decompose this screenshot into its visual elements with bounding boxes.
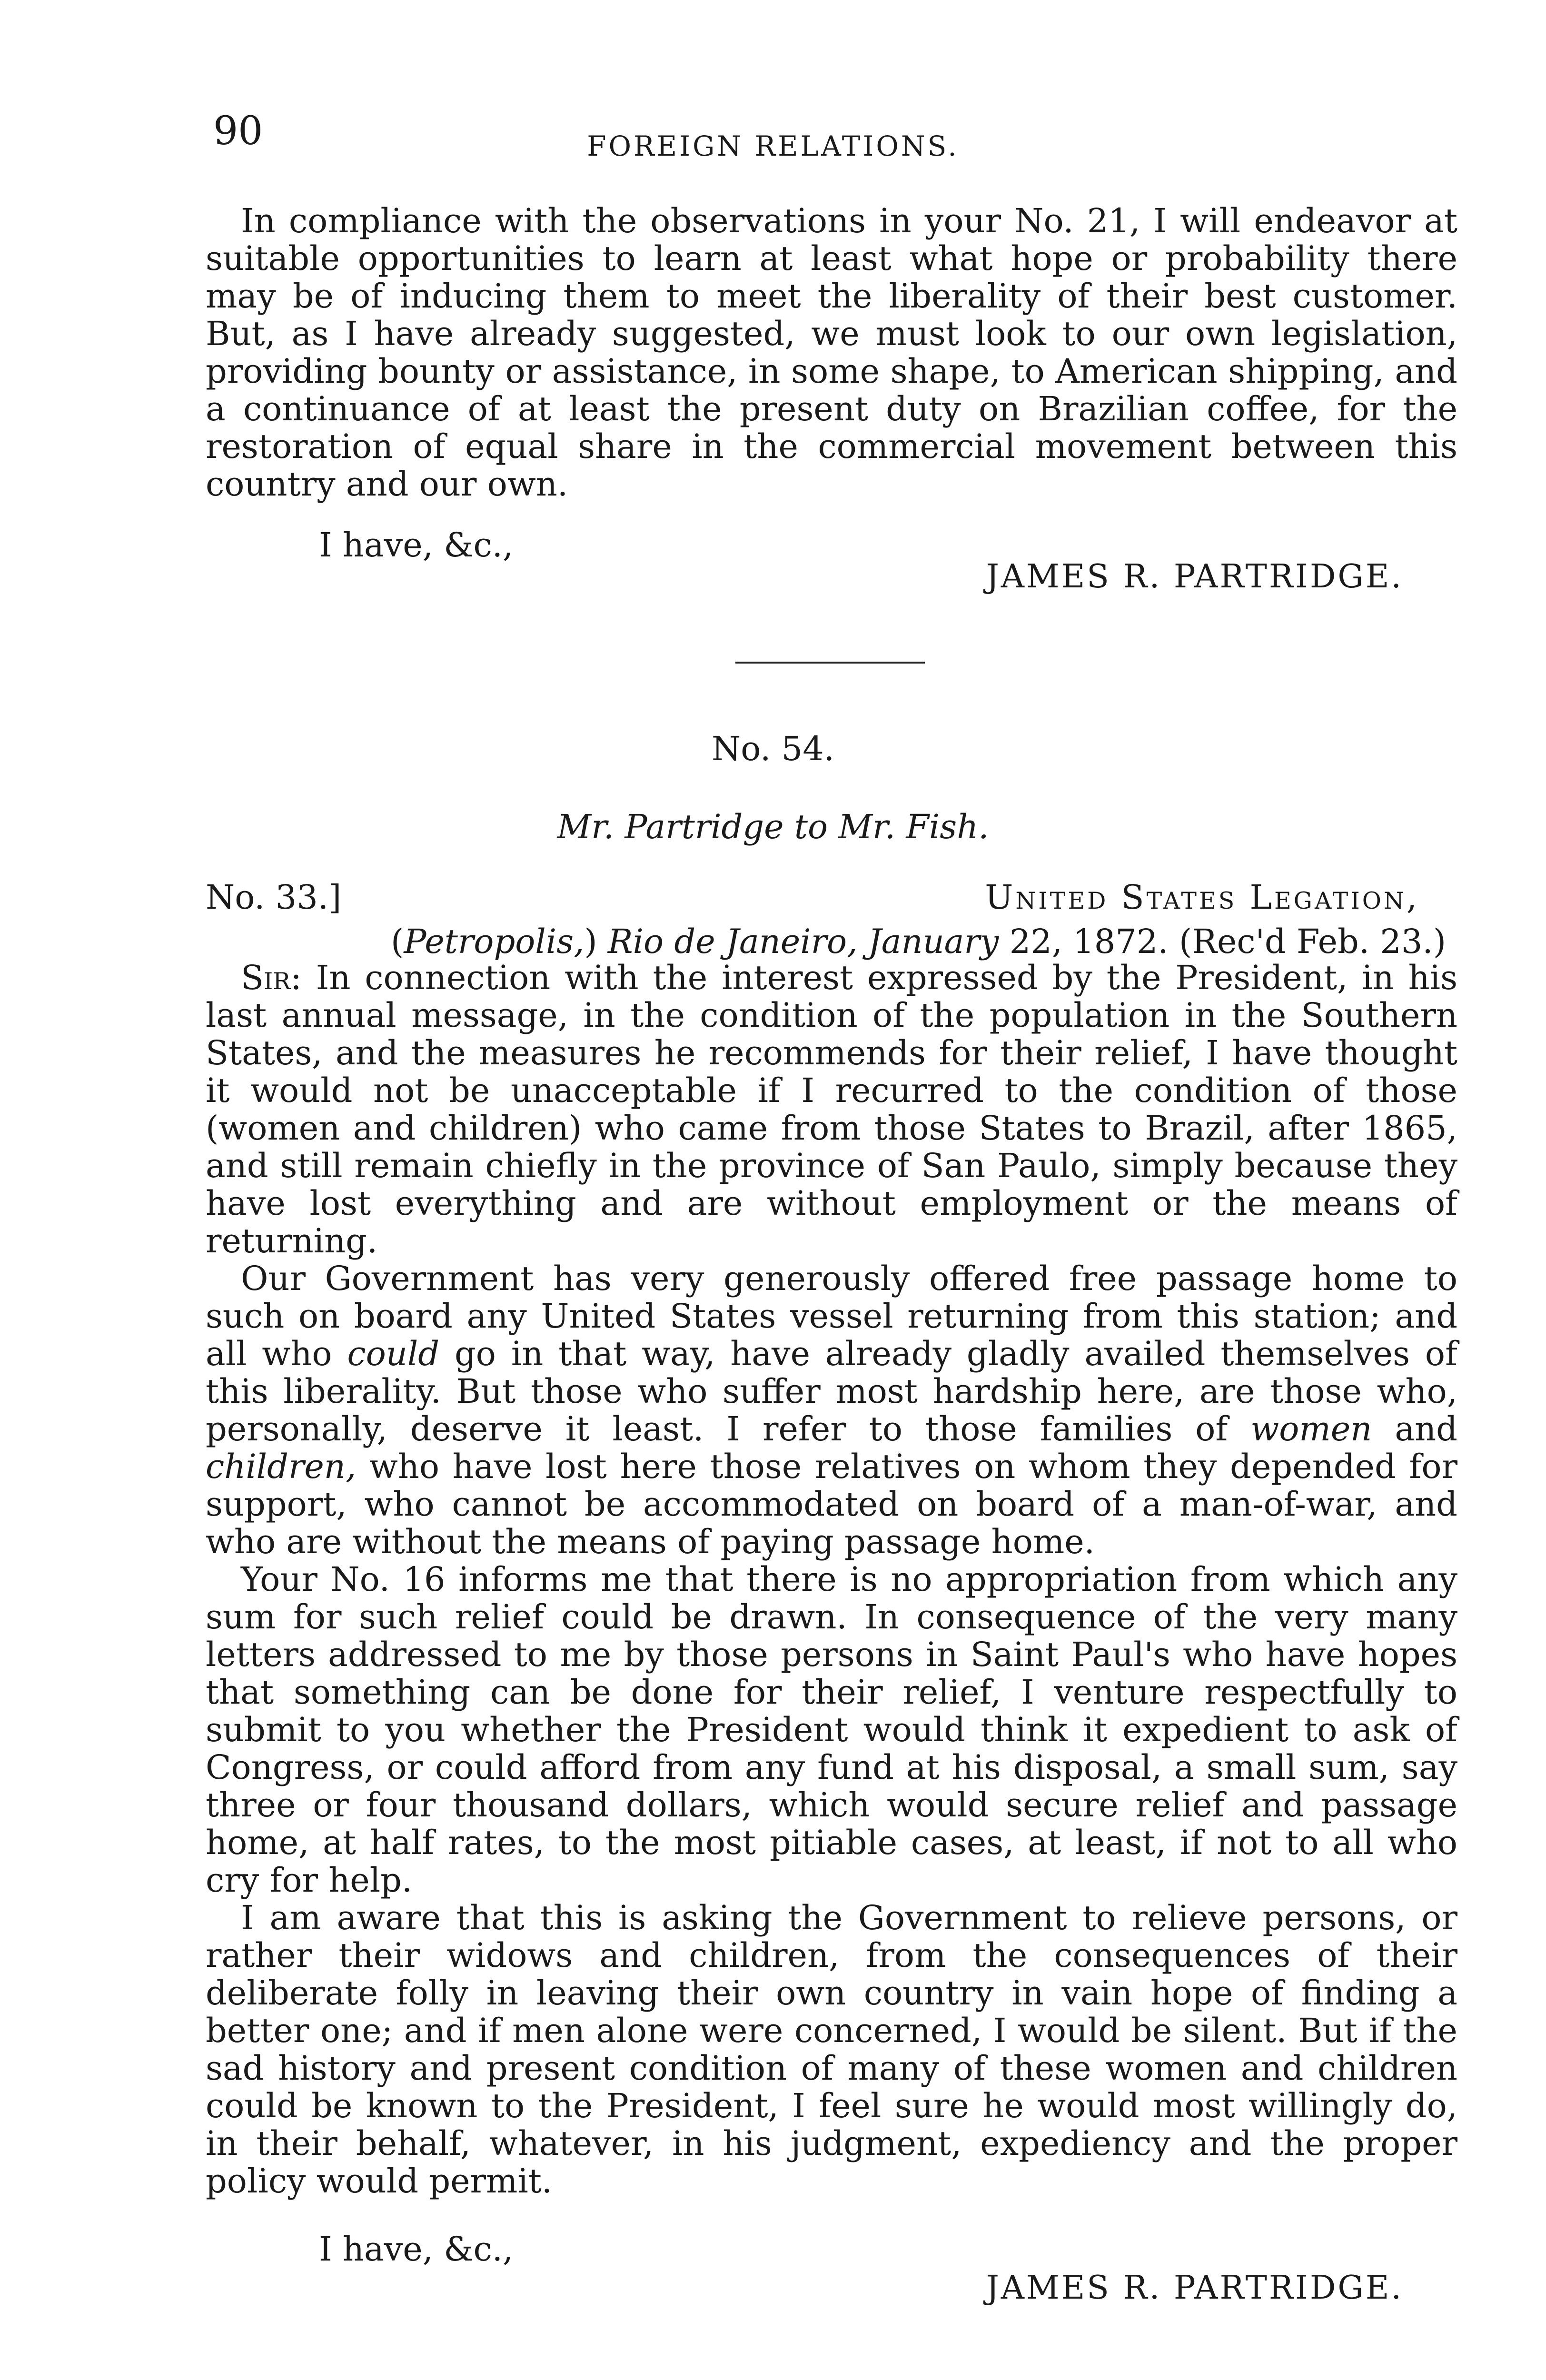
emphasis-children: children,: [206, 1447, 357, 1486]
dispatch-number: No. 33.]: [206, 878, 342, 917]
letter1-signature: JAMES R. PARTRIDGE.: [986, 558, 1403, 595]
letter2-paragraph-2-and: and: [1395, 1409, 1457, 1448]
running-head: FOREIGN RELATIONS.: [587, 130, 959, 162]
document-number: No. 54.: [712, 729, 834, 768]
page-number: 90: [213, 109, 263, 154]
letter1-paragraph: In compliance with the observations in your No. 21, I will endeavor at suitable opportunities to learn at least what hope or probability there may be of inducing them to meet the liberality of their best customer. But, as I have already suggested, we must look to our own legislation, providing bounty or assistance, in some shape, to American shipping, and a continuance of at least the present duty on Brazilian coffee, for the restoration of equal share in the commercial movement between this country and our own.: [206, 201, 1457, 504]
emphasis-could: could: [347, 1334, 440, 1373]
letter1-closing: I have, &c.,: [319, 526, 514, 565]
dateline-received: (Rec'd Feb. 23.): [1179, 922, 1446, 961]
emphasis-women: women: [1250, 1409, 1372, 1448]
letter2-paragraph-4: I am aware that this is asking the Government to relieve persons, or rather their widows and children, from the consequences of their deliberate folly in leaving their own country in vain hope of finding a better one; and if men alone were concerned, I would be silent. But if the sad history and present condition of many of these women and children could be known to the President, I feel sure he would most willingly do, in their behalf, whatever, in his judgment, expediency and the proper policy would permit.: [206, 1898, 1457, 2201]
letter2-paragraph-2-part-c: who have lost here those relatives on whom they depended for support, who cannot be accommodated on board of a man-of-war, and who are without the means of paying passage home.: [206, 1447, 1457, 1561]
document-title: Mr. Partridge to Mr. Fish.: [557, 807, 989, 846]
dateline-city: Rio de Janeiro,: [607, 922, 858, 961]
letter2-paragraph-3: Your No. 16 informs me that there is no appropriation from which any sum for such relief could be drawn. In consequence of the very many letters addressed to me by those persons in Saint Paul's who have hopes that something can be done for their relief, I venture respectfully to submit to you whether the President would think it expedient to ask of Congress, or could afford from any fund at his disposal, a small sum, say three or four thousand dollars, which would secure relief and passage home, at half rates, to the most pitiable cases, at least, if not to all who cry for help.: [206, 1560, 1457, 1900]
letter2-paragraph-1-text: : In connection with the interest expressed by the President, in his last annual message, in the condition of the population in the Southern States, and the measures he recommends for their relief, I have thought it would not be unacceptable if I recurred to the condition of those (women and children) who came from those States to Brazil, after 1865, and still remain chiefly in the province of San Paulo, simply because they have lost everything and are without employment or the means of returning.: [206, 958, 1457, 1260]
letter2-closing: I have, &c.,: [319, 2230, 514, 2269]
letter2-paragraph-1: [206, 959, 1457, 1260]
dateline-date: 22, 1872.: [1009, 922, 1169, 961]
section-divider: [735, 662, 925, 664]
letter2-body: [206, 959, 1457, 2200]
dateline-month: January: [868, 922, 999, 961]
salutation: Sir: [241, 958, 291, 997]
legation-name: United States Legation,: [985, 878, 1419, 917]
dateline: (Petropolis,) Rio de Janeiro, January 22, 1872. (Rec'd Feb. 23.): [391, 922, 1446, 961]
dateline-place: Petropolis,: [404, 922, 585, 961]
letter2-paragraph-2: [206, 1260, 1457, 1561]
letter2-signature: JAMES R. PARTRIDGE.: [986, 2269, 1403, 2307]
letter1-body: [206, 202, 1457, 503]
letter2-paragraph-2-part-b: go in that way, have already gladly availed themselves of this liberality. But those who suffer most hardship here, are those who, personally, deserve it least. I refer to those families of: [206, 1334, 1457, 1448]
letter2-paragraph-2-part-a: Our Government has very generously offered free passage home to such on board any United States vessel returning from this station; and all who: [206, 1259, 1457, 1373]
